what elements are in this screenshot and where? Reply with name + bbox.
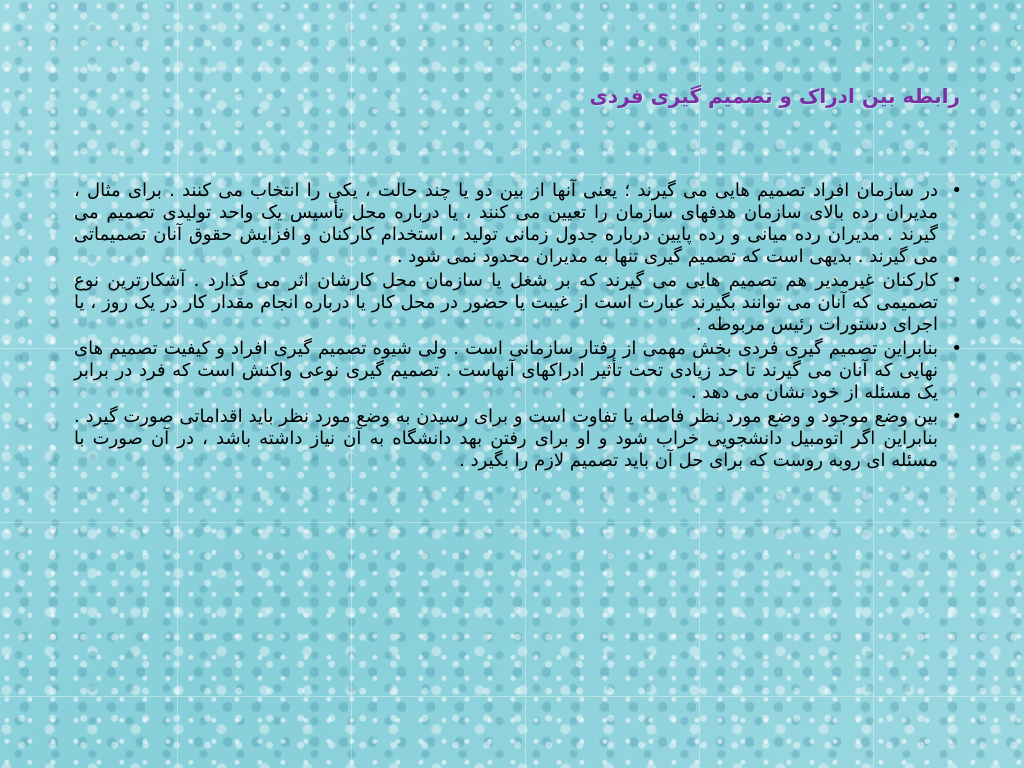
tile-seam	[0, 174, 1024, 175]
list-item	[74, 406, 964, 472]
tile-seam	[0, 696, 1024, 697]
list-item	[74, 338, 964, 404]
bullet-dot-icon: •	[951, 180, 962, 201]
slide-title: رابطه بین ادراک و تصمیم گیری فردی	[589, 84, 960, 108]
bullet-text: کارکنان غیرمدیر هم تصمیم هایی می گیرند که بر شغل یا سازمان محل کارشان اثر می گذارد . آشکارترین نوع تصمیمی که آنان می توانند بگیرند عبارت است از غیبت یا حضور در محل کار یا درباره انجام مقدار کار در یک روز ، یا اجرای دستورات رئیس مربوطه .	[74, 270, 938, 335]
bullet-text: بنابراین تصمیم گیری فردی بخش مهمی از رفتار سازمانی است . ولی شیوه تصمیم گیری افراد و کیفیت تصمیم های نهایی که آنان می گیرند تا حد زیادی تحت تأثیر ادراکهای آنهاست . تصمیم گیری نوعی واکنش است که فرد در برابر یک مسئله از خود نشان می دهد .	[74, 338, 938, 403]
bullet-dot-icon: •	[951, 270, 962, 291]
list-item	[74, 270, 964, 336]
bullet-dot-icon: •	[951, 406, 962, 427]
bullet-dot-icon: •	[951, 338, 962, 359]
bullet-text: بین وضع موجود و وضع مورد نظر فاصله یا تفاوت است و برای رسیدن به وضع مورد نظر باید اقداماتی صورت گیرد . بنابراین اگر اتومبیل دانشجویی خراب شود و او برای رفتن بهد دانشگاه به آن نیاز داشته باشد ، در آن صورت با مسئله ای روبه روست که برای حل آن باید تصمیم لازم را بگیرد .	[74, 406, 938, 471]
tile-seam	[0, 522, 1024, 523]
bullet-list	[74, 180, 964, 474]
bullet-text: در سازمان افراد تصمیم هایی می گیرند ؛ یعنی آنها از بین دو یا چند حالت ، یکی را انتخاب می کنند . برای مثال ، مدیران رده بالای سازمان هدفهای سازمان را تعیین می کنند ، یا درباره محل تأسیس یک واحد تولیدی تصمیم می گیرند . مدیران رده میانی و رده پایین درباره جدول زمانی تولید ، استخدام کارکنان و افزایش حقوق آنان تصمیماتی می گیرند . بدیهی است که تصمیم گیری تنها به مدیران محدود نمی شود .	[74, 180, 938, 267]
list-item	[74, 180, 964, 268]
